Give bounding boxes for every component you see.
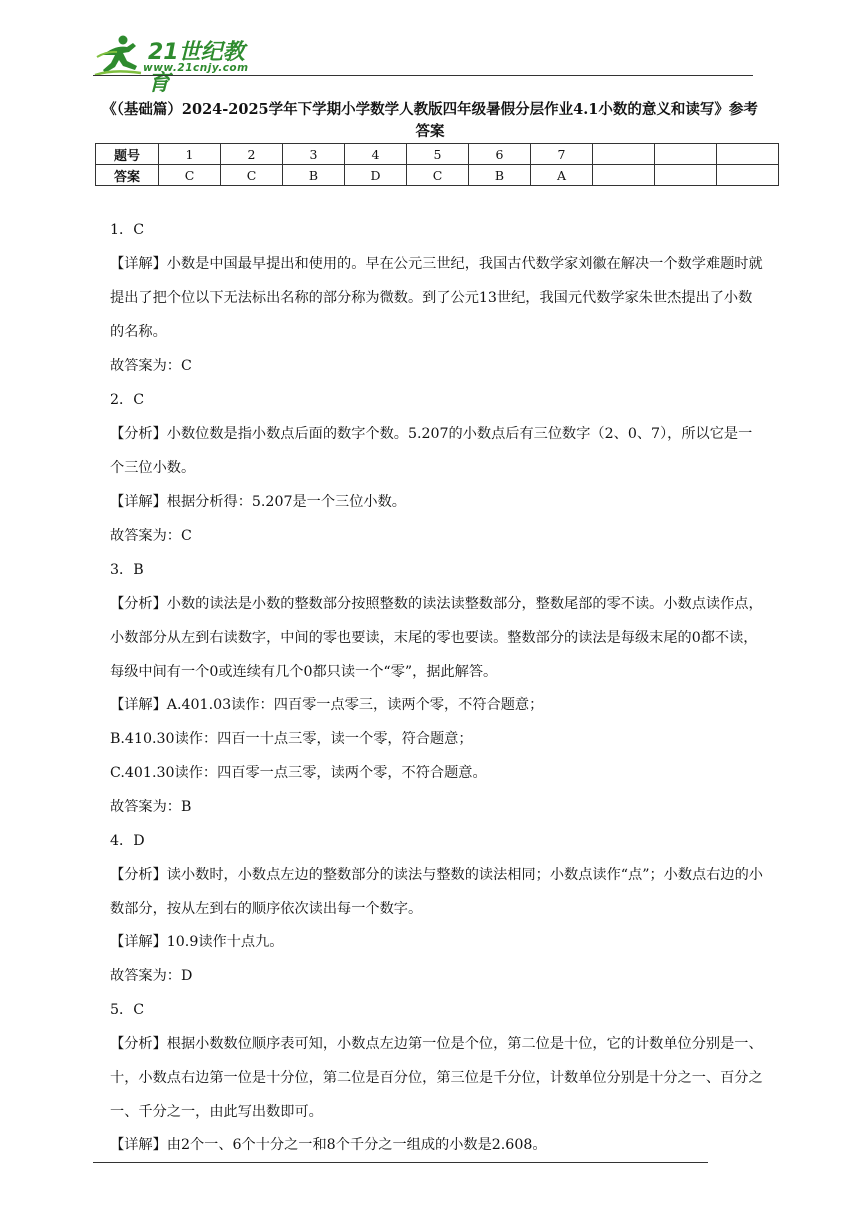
q5-detail: 【详解】由2个一、6个十分之一和8个千分之一组成的小数是2.608。 bbox=[110, 1137, 547, 1153]
q3-answer: 故答案为：B bbox=[110, 799, 192, 815]
q4-detail: 【详解】10.9读作十点九。 bbox=[110, 934, 284, 950]
answer-table bbox=[95, 143, 779, 186]
footer-divider bbox=[93, 1162, 708, 1163]
question-5-header: 5．C bbox=[110, 1002, 145, 1018]
question-3-header: 3．B bbox=[110, 562, 144, 578]
q3-analysis: 【分析】小数的读法是小数的整数部分按照整数的读法读整数部分，整数尾部的零不读。小数点读作点，小数部分从左到右读数字，中间的零也要读，末尾的零也要读。整数部分的读法是每级末尾的0都不读，每级中间有一个0或连续有几个0都只读一个“零”，据此解答。 bbox=[110, 596, 763, 680]
table-cell: 7 bbox=[531, 144, 593, 165]
table-cell: C bbox=[407, 165, 469, 186]
table-cell: 4 bbox=[345, 144, 407, 165]
table-cell bbox=[655, 165, 717, 186]
header-divider bbox=[93, 75, 753, 76]
table-cell: 1 bbox=[159, 144, 221, 165]
q2-analysis: 【分析】小数位数是指小数点后面的数字个数。5.207的小数点后有三位数字（2、0、7），所以它是一个三位小数。 bbox=[110, 426, 753, 476]
q2-answer: 故答案为：C bbox=[110, 528, 192, 544]
table-cell bbox=[717, 144, 779, 165]
table-cell: 2 bbox=[221, 144, 283, 165]
table-cell: B bbox=[283, 165, 345, 186]
q4-analysis: 【分析】读小数时，小数点左边的整数部分的读法与整数的读法相同；小数点读作“点”；小数点右边的小数部分，按从左到右的顺序依次读出每一个数字。 bbox=[110, 867, 763, 917]
running-figure-icon bbox=[93, 33, 145, 78]
q2-detail: 【详解】根据分析得：5.207是一个三位小数。 bbox=[110, 494, 406, 510]
table-cell: 3 bbox=[283, 144, 345, 165]
table-row-answers bbox=[96, 165, 779, 186]
q4-answer: 故答案为：D bbox=[110, 968, 193, 984]
table-cell bbox=[593, 165, 655, 186]
table-cell: A bbox=[531, 165, 593, 186]
q5-analysis: 【分析】根据小数数位顺序表可知，小数点左边第一位是个位，第二位是十位，它的计数单位分别是一、十，小数点右边第一位是十分位，第二位是百分位，第三位是千分位，计数单位分别是十分之一、百分之一、千分之一，由此写出数即可。 bbox=[110, 1036, 763, 1120]
logo-brand: 21世纪教育 bbox=[148, 40, 245, 96]
table-cell bbox=[717, 165, 779, 186]
q3-detail-b: B.410.30读作：四百一十点三零，读一个零，符合题意； bbox=[110, 731, 473, 747]
logo-url: www.21cnjy.com bbox=[143, 62, 249, 74]
table-cell bbox=[593, 144, 655, 165]
table-cell: 5 bbox=[407, 144, 469, 165]
table-cell: B bbox=[469, 165, 531, 186]
table-cell: C bbox=[159, 165, 221, 186]
table-cell: D bbox=[345, 165, 407, 186]
q1-answer: 故答案为：C bbox=[110, 358, 192, 374]
table-cell: C bbox=[221, 165, 283, 186]
q3-detail-a: 【详解】A.401.03读作：四百零一点零三，读两个零，不符合题意； bbox=[110, 697, 544, 713]
logo bbox=[93, 33, 263, 96]
table-cell bbox=[655, 144, 717, 165]
q3-detail-c: C.401.30读作：四百零一点三零，读两个零，不符合题意。 bbox=[110, 765, 487, 781]
q1-detail: 【详解】小数是中国最早提出和使用的。早在公元三世纪，我国古代数学家刘徽在解决一个数学难题时就提出了把个位以下无法标出名称的部分称为微数。到了公元13世纪，我国元代数学家朱世杰提出了小数的名称。 bbox=[110, 256, 763, 340]
table-cell: 6 bbox=[469, 144, 531, 165]
question-2-header: 2．C bbox=[110, 392, 145, 408]
row-label-answer: 答案 bbox=[96, 165, 159, 186]
document-title: 《（基础篇）2024-2025学年下学期小学数学人教版四年级暑假分层作业4.1小数的意义和读写》参考答案 bbox=[102, 101, 758, 140]
question-1-header: 1．C bbox=[110, 222, 145, 238]
table-row-numbers bbox=[96, 144, 779, 165]
row-label-number: 题号 bbox=[96, 144, 159, 165]
question-4-header: 4．D bbox=[110, 833, 145, 849]
